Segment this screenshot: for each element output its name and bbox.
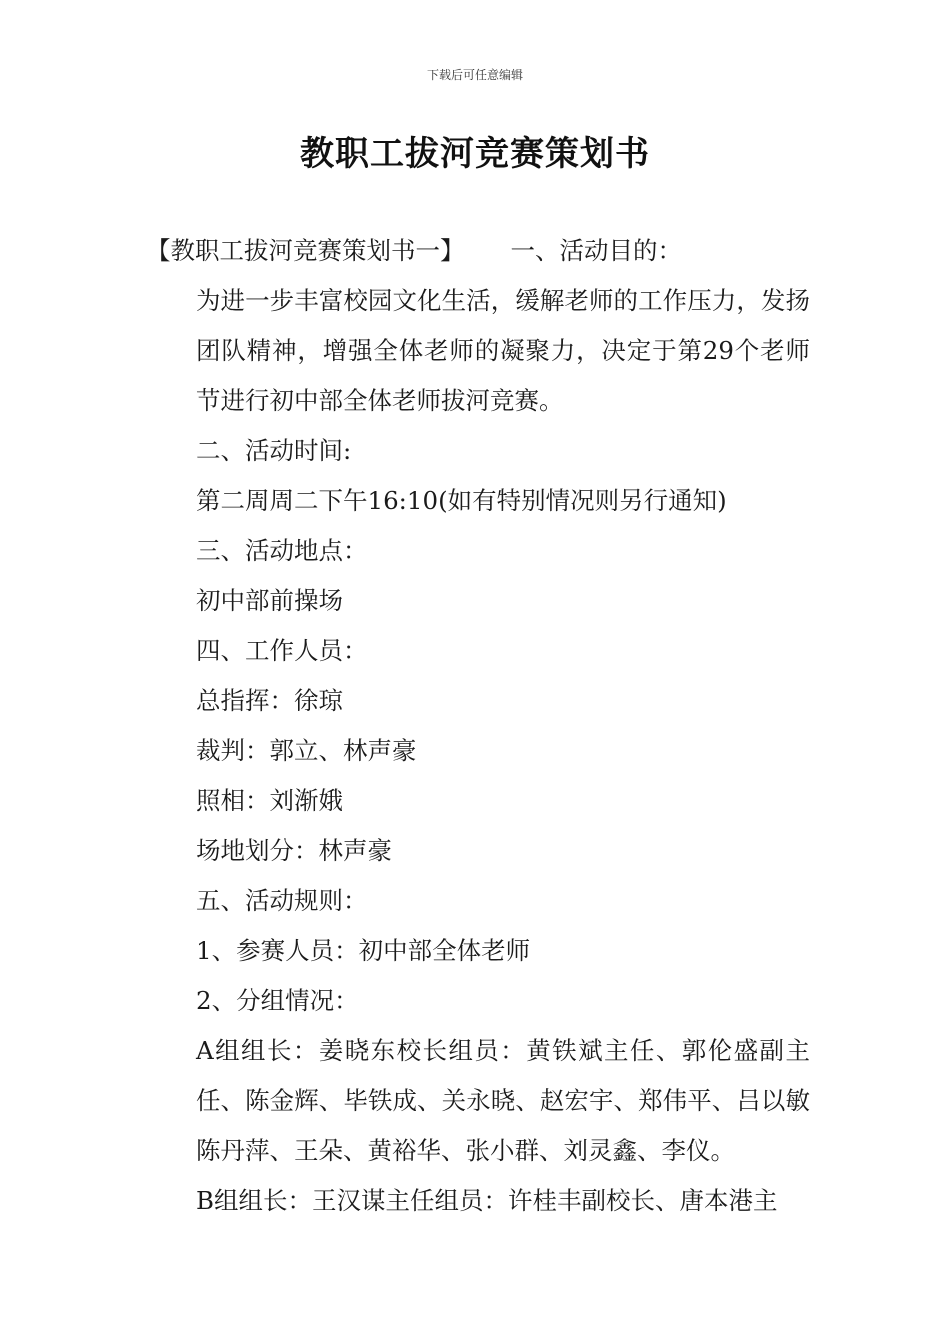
rule-line: 2、分组情况： (196, 986, 359, 1015)
document-body (146, 226, 810, 1226)
place-text: 初中部前操场 (196, 586, 343, 615)
staff-heading: 四、工作人员： (196, 636, 368, 665)
staff-line: 场地划分：林声豪 (196, 836, 392, 865)
page-header-note: 下载后可任意编辑 (426, 68, 523, 82)
staff-line: 裁判：郭立、林声豪 (196, 736, 417, 765)
time-heading: 二、活动时间: (196, 436, 352, 465)
group-b-paragraph: B组组长：王汉谋主任组员：许桂丰副校长、唐本港主 (196, 1186, 778, 1215)
rule-line: 1、参赛人员：初中部全体老师 (196, 936, 531, 965)
section-label: 【教职工拔河竞赛策划书一】 (146, 236, 465, 265)
purpose-heading: 一、活动目的： (510, 236, 682, 265)
staff-line: 总指挥：徐琼 (196, 686, 343, 715)
document-title: 教职工拔河竞赛策划书 (300, 134, 650, 174)
place-heading: 三、活动地点： (196, 536, 368, 565)
rules-heading: 五、活动规则： (196, 886, 368, 915)
section-intro-line (146, 226, 810, 276)
time-text: 第二周周二下午16:10(如有特别情况则另行通知) (196, 486, 727, 515)
group-a-paragraph: A组组长：姜晓东校长组员：黄铁斌主任、郭伦盛副主任、陈金辉、毕铁成、关永晓、赵宏宇、郑伟平、吕以敏陈丹萍、王朵、黄裕华、张小群、刘灵鑫、李仪。 (196, 1036, 810, 1165)
staff-line: 照相：刘渐娥 (196, 786, 343, 815)
purpose-paragraph: 为进一步丰富校园文化生活，缓解老师的工作压力，发扬团队精神，增强全体老师的凝聚力，决定于第29个老师节进行初中部全体老师拔河竞赛。 (196, 286, 810, 415)
